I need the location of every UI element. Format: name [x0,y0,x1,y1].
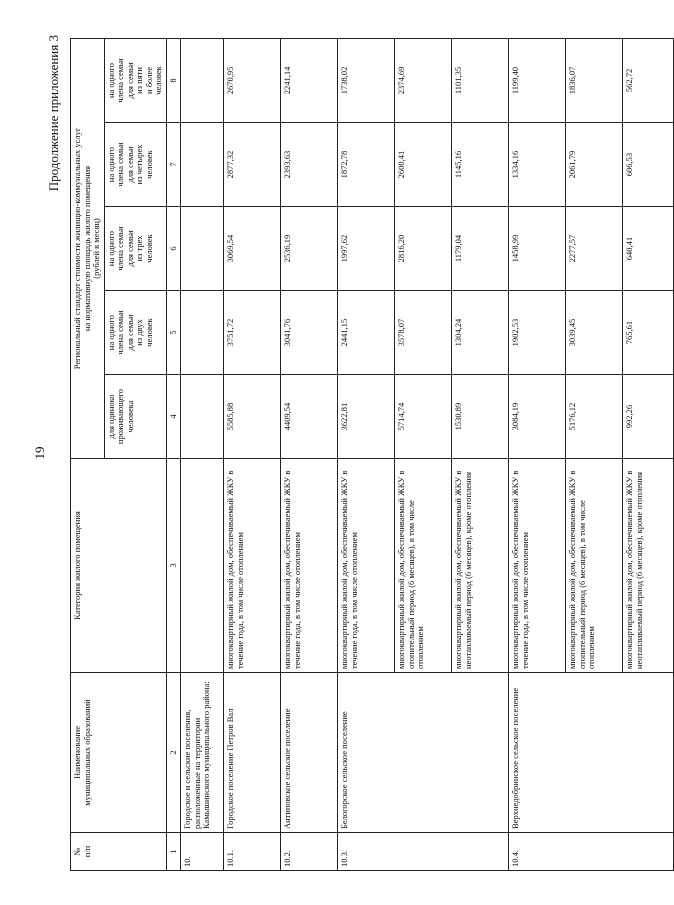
value-cell: 3069,54 [224,207,281,291]
value-cell: 1304,24 [452,291,509,375]
value-cell: 3041,76 [281,291,338,375]
row-category: многоквартирный жилой дом, обеспечиваемый ЖКУ в течение года, в том числе отоплением [338,459,395,673]
row-municipality: Верхнедобринское сельское поселение [509,673,674,833]
row-category: многоквартирный жилой дом, обеспечиваемый ЖКУ в неотапливаемый период (6 месяцев), кроме отопления [623,459,674,673]
value-cell: 1145,16 [452,123,509,207]
value-cell: 1836,07 [566,38,623,122]
row-category: многоквартирный жилой дом, обеспечиваемый ЖКУ в отопительный период (6 месяцев), в том числе отоплением [395,459,452,673]
subheader-four: на одного члена семьи для семьи из четырех человек [104,123,166,207]
index-cell: 4 [166,375,181,459]
header-num: № п/п [71,833,167,871]
value-cell: 3578,07 [395,291,452,375]
value-cell: 2393,63 [281,123,338,207]
table-row [509,38,566,870]
rotated-content [20,23,644,883]
row-municipality: Антиповское сельское поселение [281,673,338,833]
value-cell: 5585,88 [224,375,281,459]
empty-cell [181,207,224,291]
value-cell: 640,41 [623,207,674,291]
subheader-two: на одного члена семьи для семьи из двух человек [104,291,166,375]
value-cell: 1334,16 [509,123,566,207]
value-cell: 1902,53 [509,291,566,375]
header-category: Категория жилого помещения [71,459,167,673]
index-cell: 6 [166,207,181,291]
value-cell: 1530,89 [452,375,509,459]
value-cell: 1458,99 [509,207,566,291]
value-cell: 2877,32 [224,123,281,207]
index-cell: 7 [166,123,181,207]
value-cell: 3084,19 [509,375,566,459]
row-num: 10.2. [281,833,338,871]
page-number: 19 [32,446,47,460]
section-name: Городское и сельские поселения, расположенные на территории Камышинского муниципального района: [181,673,224,833]
row-category: многоквартирный жилой дом, обеспечиваемый ЖКУ в неотапливаемый период (6 месяцев), кроме отопления [452,459,509,673]
value-cell: 1872,78 [338,123,395,207]
row-num: 10.1. [224,833,281,871]
value-cell: 2670,95 [224,38,281,122]
row-category: многоквартирный жилой дом, обеспечиваемый ЖКУ в течение года, в том числе отоплением [224,459,281,673]
value-cell: 3039,45 [566,291,623,375]
value-cell: 562,72 [623,38,674,122]
value-cell: 1997,62 [338,207,395,291]
value-cell: 2374,69 [395,38,452,122]
value-cell: 2241,14 [281,38,338,122]
value-cell: 2536,19 [281,207,338,291]
empty-cell [181,291,224,375]
tariff-table [70,38,674,871]
header-row [71,38,105,870]
value-cell: 3622,81 [338,375,395,459]
index-cell: 2 [166,673,181,833]
index-cell: 8 [166,38,181,122]
row-municipality: Городское поселение Петров Вал [224,673,281,833]
index-cell: 5 [166,291,181,375]
value-cell: 2600,41 [395,123,452,207]
value-cell: 765,61 [623,291,674,375]
continuation-label: Продолжение приложения 3 [46,35,61,192]
value-cell: 5714,74 [395,375,452,459]
value-cell: 1101,35 [452,38,509,122]
row-category: многоквартирный жилой дом, обеспечиваемый ЖКУ в течение года, в том числе отоплением [509,459,566,673]
table-row [281,38,338,870]
value-cell: 2816,20 [395,207,452,291]
value-cell: 606,53 [623,123,674,207]
table-row [338,38,395,870]
index-cell: 1 [166,833,181,871]
table-row [224,38,281,870]
header-municipality: Наименование муниципальных образований [71,673,167,833]
value-cell: 2441,15 [338,291,395,375]
value-cell: 1199,40 [509,38,566,122]
subheader-three: на одного члена семьи для семьи из трех человек [104,207,166,291]
header-standard-group: Региональный стандарт стоимости жилищно-коммунальных услуг на нормативную площадь жилого помещения (рублей в месяц) [71,38,105,458]
value-cell: 2277,57 [566,207,623,291]
subheader-single: для одиноко проживающего человека [104,375,166,459]
subheader-five: на одного члена семьи для семьи из пяти и более человек [104,38,166,122]
index-row [166,38,181,870]
value-cell: 1179,04 [452,207,509,291]
value-cell: 3751,72 [224,291,281,375]
value-cell: 2061,79 [566,123,623,207]
value-cell: 992,26 [623,375,674,459]
row-num: 10.4. [509,833,674,871]
index-cell: 3 [166,459,181,673]
value-cell: 5176,12 [566,375,623,459]
empty-cell [181,459,224,673]
value-cell: 4409,54 [281,375,338,459]
row-num: 10.3. [338,833,509,871]
section-row [181,38,224,870]
empty-cell [181,38,224,122]
value-cell: 1738,02 [338,38,395,122]
empty-cell [181,123,224,207]
row-municipality: Белогорское сельское поселение [338,673,509,833]
section-num: 10. [181,833,224,871]
row-category: многоквартирный жилой дом, обеспечиваемый ЖКУ в отопительный период (6 месяцев), в том числе отоплением [566,459,623,673]
row-category: многоквартирный жилой дом, обеспечиваемый ЖКУ в течение года, в том числе отоплением [281,459,338,673]
empty-cell [181,375,224,459]
